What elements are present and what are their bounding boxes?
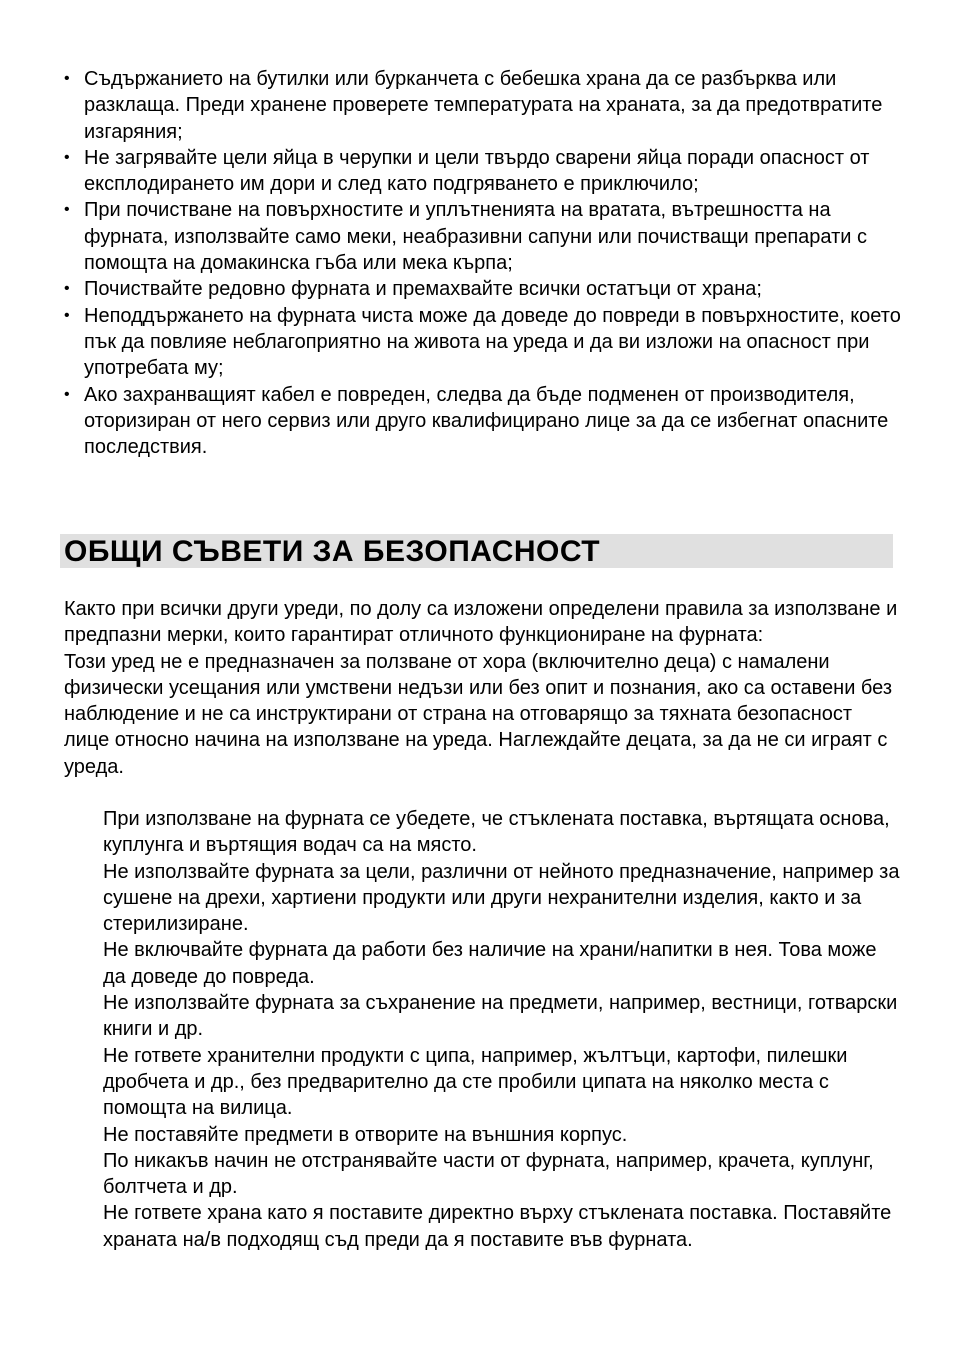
rule-item: Не гответе храна като я поставите директно върху стъклената поставка. Поставяйте храната на/в подходящ съд преди да я поставите във фурната.	[103, 1202, 892, 1251]
rule-item: Не използвайте фурната за цели, различни от нейното предназначение, например за сушене на дрехи, хартиени продукти или други нехранителни изделия, както и за стерилизиране.	[103, 860, 900, 936]
list-item	[62, 303, 902, 382]
bullet-icon: •	[64, 148, 70, 166]
bullet-icon: •	[64, 385, 70, 403]
list-item-text: Не загрявайте цели яйца в черупки и цели твърдо сварени яйца поради опасност от експлодирането им дори и след като подгряването е приключило;	[84, 146, 870, 196]
rule-item: Не поставяйте предмети в отворите на външния корпус.	[103, 1123, 628, 1146]
bullet-icon: •	[64, 306, 70, 324]
rule-item: Не използвайте фурната за съхранение на предмети, например, вестници, готварски книги и др.	[103, 992, 898, 1041]
list-item-text: Съдържанието на бутилки или бурканчета с бебешка храна да се разбърква или разклаща. Преди хранене проверете температурата на храната, за да предотвратите изгаряния;	[84, 68, 883, 143]
list-item	[62, 382, 902, 461]
section-heading: ОБЩИ СЪВЕТИ ЗА БЕЗОПАСНОСТ	[60, 534, 893, 568]
intro-text	[64, 596, 900, 780]
paragraph: Този уред не е предназначен за ползване от хора (включително деца) с намалени физически усещания или умствени недъзи или без опит и познания, ако са оставени без наблюдение и не са инструктирани от страна на отговарящо за тяхната безопасност лице относно начина на използване на уреда. Наглеждайте децата, за да не си играят с уреда.	[64, 650, 893, 778]
list-item	[62, 276, 902, 302]
rule-item: При използване на фурната се убедете, че стъклената поставка, въртящата основа, куплунга и въртящия водач са на място.	[103, 808, 890, 857]
bullet-icon: •	[64, 201, 70, 219]
bullet-icon: •	[64, 70, 70, 87]
list-item	[62, 66, 902, 145]
rule-item: Не включвайте фурната да работи без наличие на храни/напитки в нея. Това може да доведе до повреда.	[103, 939, 877, 988]
bullet-list	[62, 66, 902, 460]
bullet-icon: •	[64, 280, 70, 298]
paragraph: Както при всички други уреди, по долу са изложени определени правила за използване и предпазни мерки, които гарантират отличното функциониране на фурната:	[64, 598, 898, 647]
list-item-text: Ако захранващият кабел е повреден, следва да бъде подменен от производителя, оторизиран от него сервиз или друго квалифицирано лице за да се избегнат опасните последствия.	[84, 383, 889, 459]
rule-item: По никакъв начин не отстранявайте части от фурната, например, крачета, куплунг, болтчета и др.	[103, 1149, 874, 1199]
rule-item: Не гответе хранителни продукти с ципа, например, жълтъци, картофи, пилешки дробчета и др., без предварително да сте пробили ципата на няколко места с помощта на вилица.	[103, 1044, 848, 1120]
list-item	[62, 145, 902, 198]
list-item-text: Неподдържането на фурната чиста може да доведе до повреди в повърхностите, което пък да повлияе неблагоприятно на живота на уреда и да ви изложи на опасност при употребата му;	[84, 304, 901, 380]
list-item-text: При почистване на повърхностите и уплътненията на вратата, вътрешността на фурната, използвайте само меки, неабразивни сапуни или почистващи препарати с помощта на домакинска гъба или мека кърпа;	[84, 199, 867, 275]
rules-list	[103, 806, 903, 1253]
list-item-text: Почиствайте редовно фурната и премахвайте всички остатъци от храна;	[84, 278, 762, 301]
list-item	[62, 197, 902, 276]
